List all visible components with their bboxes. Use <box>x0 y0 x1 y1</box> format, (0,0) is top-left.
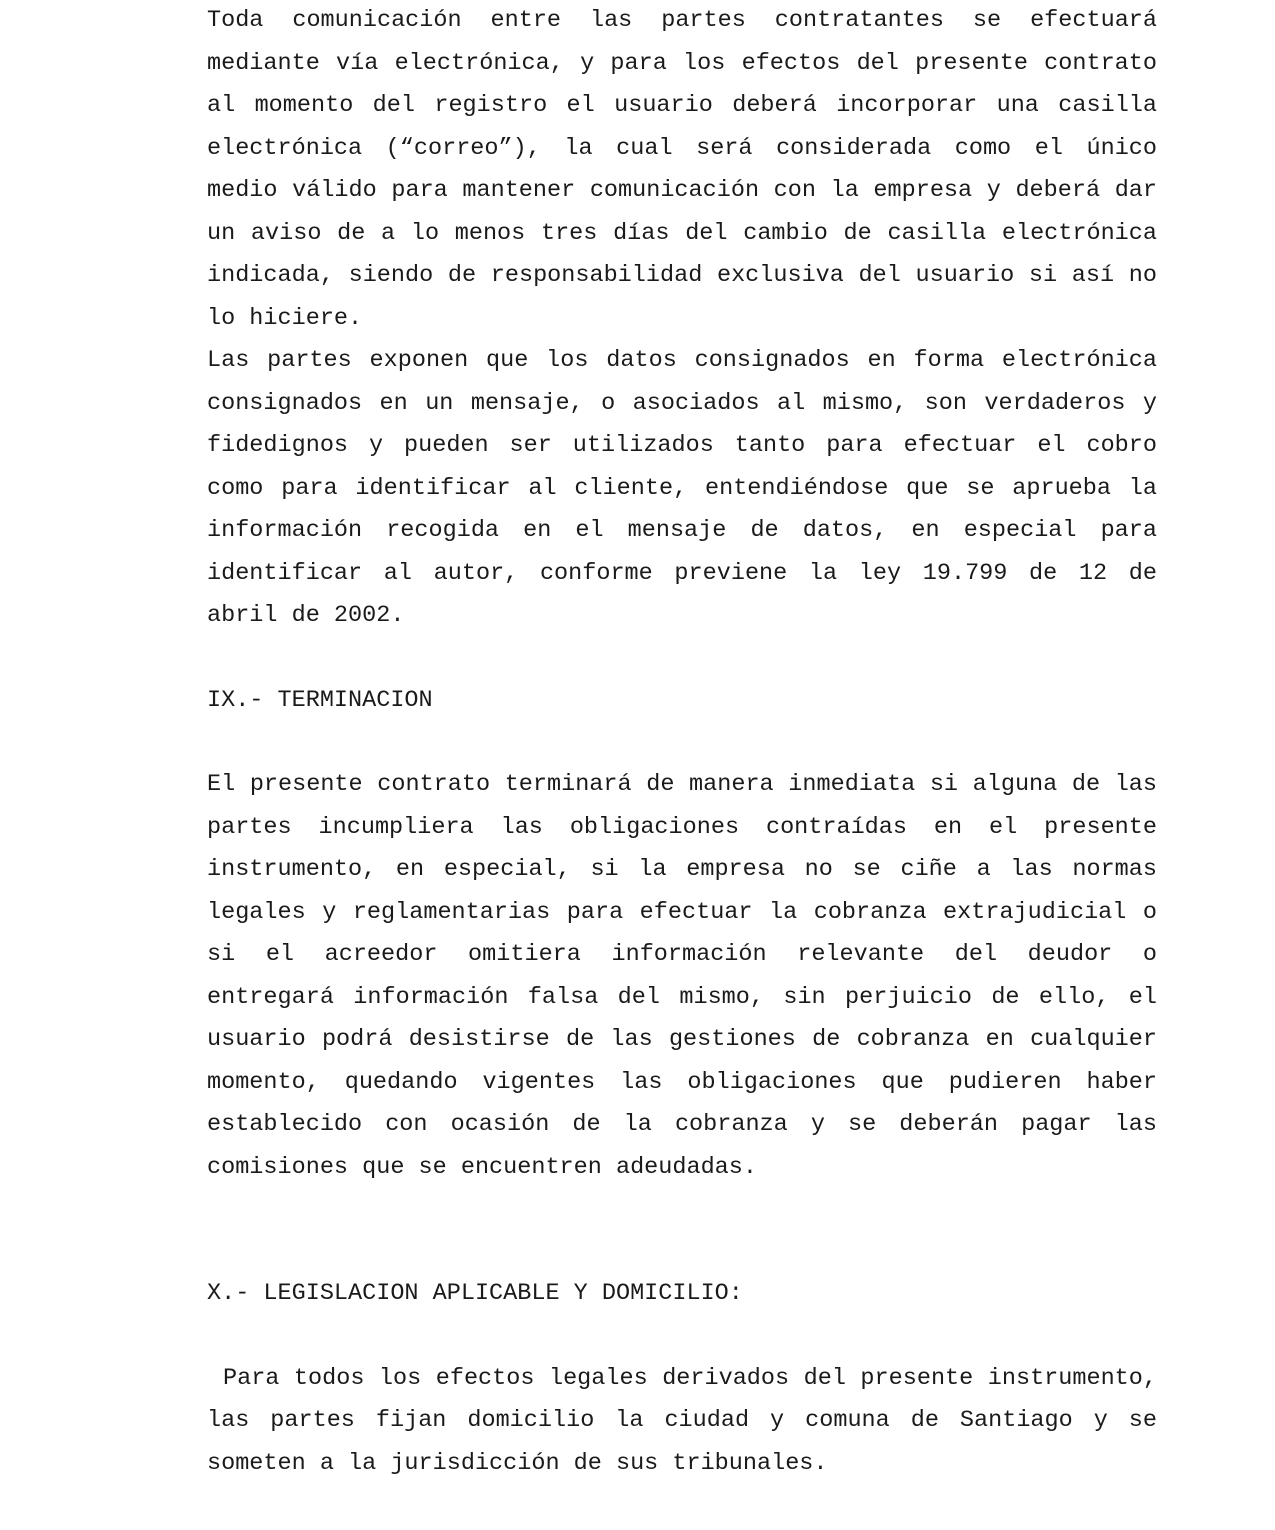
paragraph-electronic-data: Las partes exponen que los datos consignados en forma electrónica consignados en un mensaje, o asociados al mismo, son verdaderos y fidedignos y pueden ser utilizados tanto para efectuar el cobro como para identificar al cliente, entendiéndose que se aprueba la información recogida en el mensaje de datos, en especial para identificar al autor, conforme previene la ley 19.799 de 12 de abril de 2002. <box>207 347 1157 629</box>
document-page <box>207 0 1157 1485</box>
section-heading-applicable-law: X.- LEGISLACION APLICABLE Y DOMICILIO: <box>207 1280 743 1307</box>
section-heading-termination: IX.- TERMINACION <box>207 686 433 714</box>
paragraph-domicile: Para todos los efectos legales derivados del presente instrumento, las partes fijan domicilio la ciudad y comuna de Santiago y se someten a la jurisdicción de sus tribunales. <box>207 1364 1157 1477</box>
paragraph-termination: El presente contrato terminará de manera inmediata si alguna de las partes incumpliera las obligaciones contraídas en el presente instrumento, en especial, si la empresa no se ciñe a las normas legales y reglamentarias para efectuar la cobranza extrajudicial o si el acreedor omitiera información relevante del deudor o entregará información falsa del mismo, sin perjuicio de ello, el usuario podrá desistirse de las gestiones de cobranza en cualquier momento, quedando vigentes las obligaciones que pudieren haber establecido con ocasión de la cobranza y se deberán pagar las comisiones que se encuentren adeudadas. <box>207 771 1157 1181</box>
paragraph-electronic-communication: Toda comunicación entre las partes contratantes se efectuará mediante vía electrónica, y para los efectos del presente contrato al momento del registro el usuario deberá incorporar una casilla electrónica (“correo”), la cual será considerada como el único medio válido para mantener comunicación con la empresa y deberá dar un aviso de a lo menos tres días del cambio de casilla electrónica indicada, siendo de responsabilidad exclusiva del usuario si así no lo hiciere. <box>207 7 1157 332</box>
